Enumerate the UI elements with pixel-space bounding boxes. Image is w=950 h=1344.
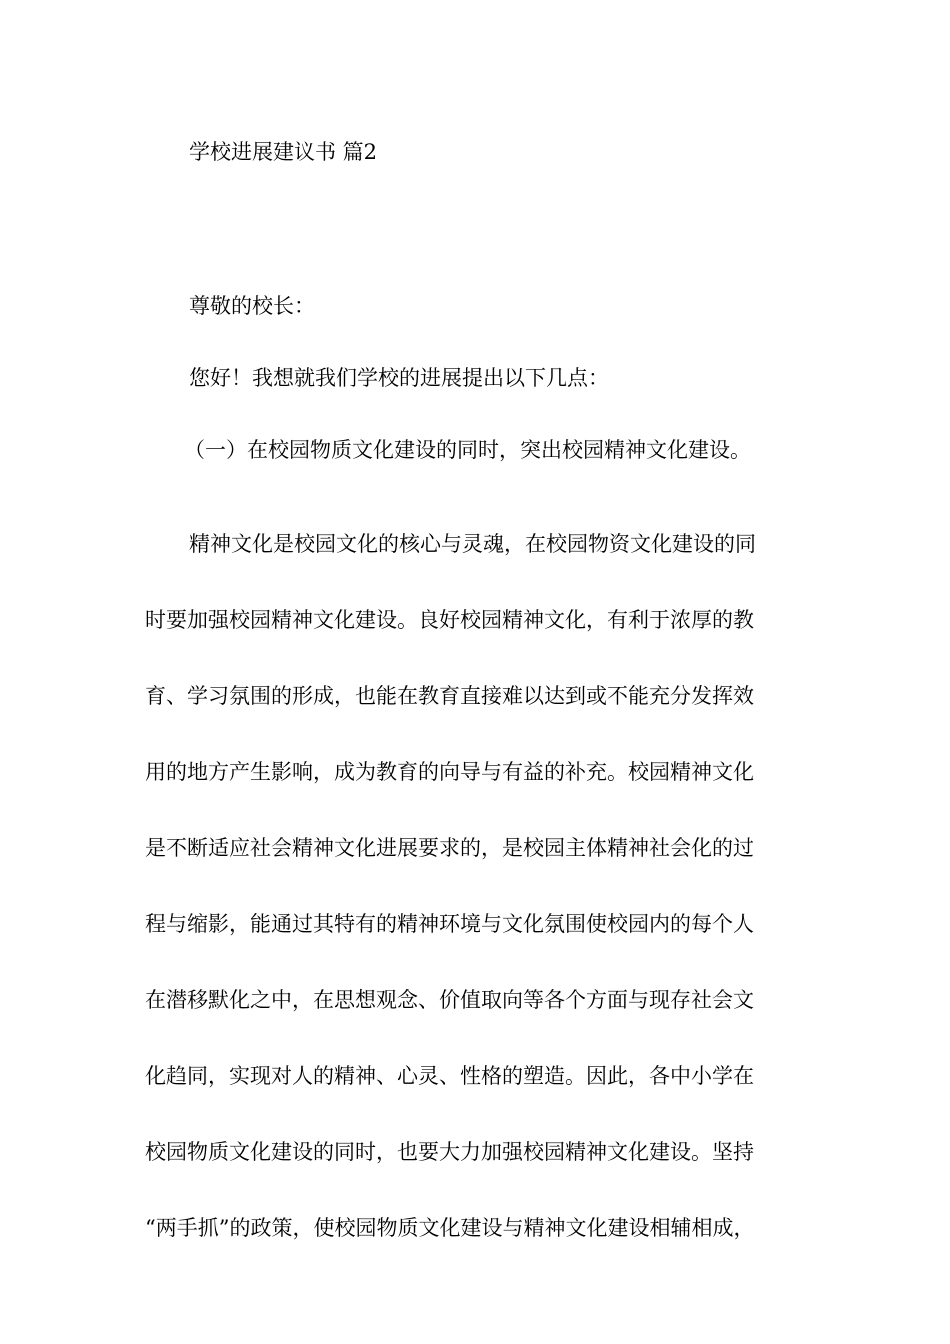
body-line: 化趋同，实现对人的精神、心灵、性格的塑造。因此，各中小学在 [145, 1064, 754, 1088]
section-heading: （一）在校园物质文化建设的同时，突出校园精神文化建设。 [184, 438, 751, 462]
document-title: 学校进展建议书 篇2 [189, 140, 378, 164]
greeting-paragraph: 您好！我想就我们学校的进展提出以下几点： [189, 366, 609, 390]
body-line: 程与缩影，能通过其特有的精神环境与文化氛围使校园内的每个人 [145, 912, 754, 936]
body-line: 时要加强校园精神文化建设。良好校园精神文化，有利于浓厚的教 [145, 608, 754, 632]
body-line: 育、学习氛围的形成，也能在教育直接难以达到或不能充分发挥效 [145, 684, 754, 708]
body-line: 在潜移默化之中，在思想观念、价值取向等各个方面与现存社会文 [145, 988, 754, 1012]
body-line: 用的地方产生影响，成为教育的向导与有益的补充。校园精神文化 [145, 760, 754, 784]
body-line: 精神文化是校园文化的核心与灵魂，在校园物资文化建设的同 [189, 532, 756, 556]
body-paragraph [145, 506, 825, 1266]
body-line: 是不断适应社会精神文化进展要求的，是校园主体精神社会化的过 [145, 836, 754, 860]
body-line: 校园物质文化建设的同时，也要大力加强校园精神文化建设。坚持 [145, 1140, 754, 1164]
body-line: “两手抓”的政策，使校园物质文化建设与精神文化建设相辅相成， [145, 1216, 755, 1240]
salutation: 尊敬的校长： [189, 294, 315, 318]
